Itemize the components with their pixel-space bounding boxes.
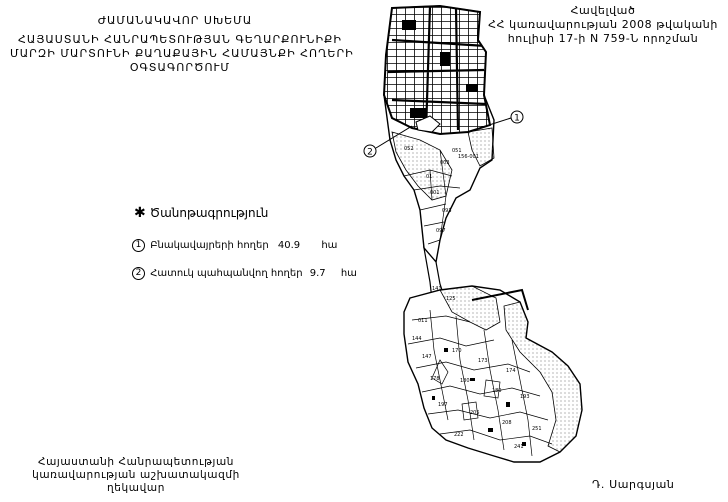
parcel-code: 170 <box>452 348 462 354</box>
parcel-code: 241 <box>514 444 524 450</box>
signatory-position <box>26 456 246 495</box>
parcel-code: 156-001 <box>458 154 479 160</box>
parcel-code: 097 <box>436 228 446 234</box>
parcel-code: 205 <box>470 410 480 416</box>
legend-number-2: 2 <box>132 267 145 280</box>
legend-title-text: Ծանոթագրություն <box>149 206 269 220</box>
map-title: ԺԱՄԱՆԱԿԱՎՈՐ ՍԽԵՄԱ <box>97 14 253 27</box>
legend-label: Հատուկ պահպանվող հողեր <box>150 268 303 279</box>
parcel-code: 011 <box>418 318 428 324</box>
subtitle-line: ՄԱՐԶԻ ՄԱՐՏՈՒՆԻ ՔԱՂԱՔԱՅԻՆ ՀԱՄԱՅՆՔԻ ՀՈՂԵՐԻ <box>10 46 354 60</box>
approval-line: հուլիսի 17-ի N 759-Ն որոշման <box>507 31 699 45</box>
parcel-code: 01 <box>426 174 433 180</box>
callout-number-2: 2 <box>367 147 373 158</box>
parcel-code: 093 <box>442 208 452 214</box>
parcel-code: 197 <box>438 402 448 408</box>
signatory-line: Հայաստանի Հանրապետության <box>37 456 235 468</box>
parcel-code: 173 <box>478 358 488 364</box>
legend-value: 9.7 <box>309 268 326 279</box>
parcel-code: 052 <box>404 146 414 152</box>
signatory-line: կառավարության աշխատակազմի <box>32 469 240 482</box>
subtitle-line: ՀԱՅԱՍՏԱՆԻ ՀԱՆՐԱՊԵՏՈՒԹՅԱՆ ԳԵՂԱՐՔՈՒՆԻՔԻ <box>18 33 342 46</box>
approval-line: ՀՀ կառավարության 2008 թվականի <box>488 17 718 31</box>
parcel-code: 222 <box>454 432 464 438</box>
parcel-code: 125 <box>446 296 456 302</box>
callout-number-1: 1 <box>514 113 520 124</box>
signatory-line: ղեկավար <box>107 482 165 495</box>
parcel-code: 193 <box>520 394 530 400</box>
parcel-code: 001 <box>430 190 440 196</box>
parcel-code: 051 <box>452 148 462 154</box>
subtitle-line: ՕԳՏԱԳՈՐԾՈՒՄ <box>129 60 231 74</box>
parcel-code: 208 <box>502 420 512 426</box>
legend-unit: հա <box>321 240 338 251</box>
approval-line: Հավելված <box>570 4 636 17</box>
legend-label: Բնակավայրերի հողեր <box>150 240 269 251</box>
settlement-grid <box>380 0 500 140</box>
parcel-code: 180 <box>460 378 470 384</box>
parcel-code: 174 <box>506 368 516 374</box>
parcel-code: 144 <box>412 336 422 342</box>
parcel-code: 178 <box>430 376 440 382</box>
legend-number-1: 1 <box>132 239 145 252</box>
signatory-name: Դ. Սարգսյան <box>592 478 675 491</box>
parcel-code: 251 <box>532 426 542 432</box>
parcel-code: 189 <box>492 388 502 394</box>
legend-value: 40.9 <box>277 240 301 251</box>
parcel-code: 147 <box>422 354 432 360</box>
legend-unit: հա <box>340 268 357 279</box>
parcel-code: 003 <box>440 160 450 166</box>
asterisk-icon: ✱ <box>134 205 146 221</box>
parcel-code: 141 <box>432 286 442 292</box>
